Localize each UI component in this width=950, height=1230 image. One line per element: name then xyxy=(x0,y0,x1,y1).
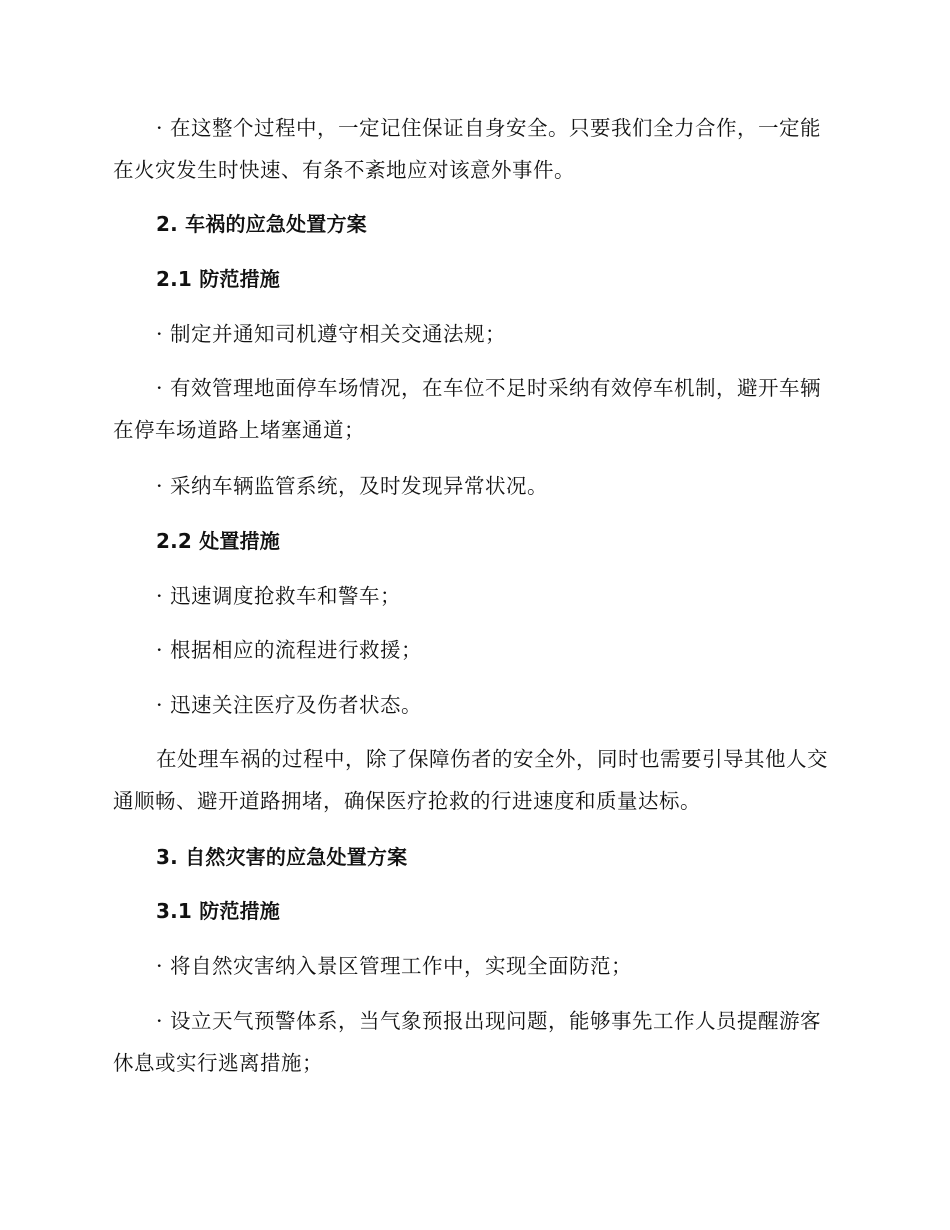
bullet-disaster-management: · 将自然灾害纳入景区管理工作中，实现全面防范； xyxy=(156,954,633,978)
subsection-heading-disaster-prevention: 3.1 防范措施 xyxy=(156,899,280,923)
bullet-parking-management: · 有效管理地面停车场情况，在车位不足时采纳有效停车机制，避开车辆在停车场道路上堵塞通道； xyxy=(113,376,822,442)
bullet-traffic-rules: · 制定并通知司机遵守相关交通法规； xyxy=(156,322,507,346)
paragraph-car-accident-summary: 在处理车祸的过程中，除了保障伤者的安全外，同时也需要引导其他人交通顺畅、避开道路拥堵，确保医疗抢救的行进速度和质量达标。 xyxy=(113,747,828,813)
bullet-rescue-process: · 根据相应的流程进行救援； xyxy=(156,638,423,662)
bullet-vehicle-monitoring: · 采纳车辆监管系统，及时发现异常状况。 xyxy=(156,474,549,498)
subsection-heading-response: 2.2 处置措施 xyxy=(156,529,280,553)
subsection-heading-prevention: 2.1 防范措施 xyxy=(156,267,280,291)
bullet-dispatch-vehicles: · 迅速调度抢救车和警车； xyxy=(156,584,402,608)
section-heading-car-accident: 2. 车祸的应急处置方案 xyxy=(156,212,367,236)
bullet-safety-note: · 在这整个过程中，一定记住保证自身安全。只要我们全力合作，一定能在火灾发生时快速、有条不紊地应对该意外事件。 xyxy=(113,116,822,182)
bullet-medical-attention: · 迅速关注医疗及伤者状态。 xyxy=(156,693,423,717)
section-heading-natural-disaster: 3. 自然灾害的应急处置方案 xyxy=(156,845,408,869)
bullet-weather-warning: · 设立天气预警体系，当气象预报出现问题，能够事先工作人员提醒游客休息或实行逃离措施； xyxy=(113,1009,822,1075)
